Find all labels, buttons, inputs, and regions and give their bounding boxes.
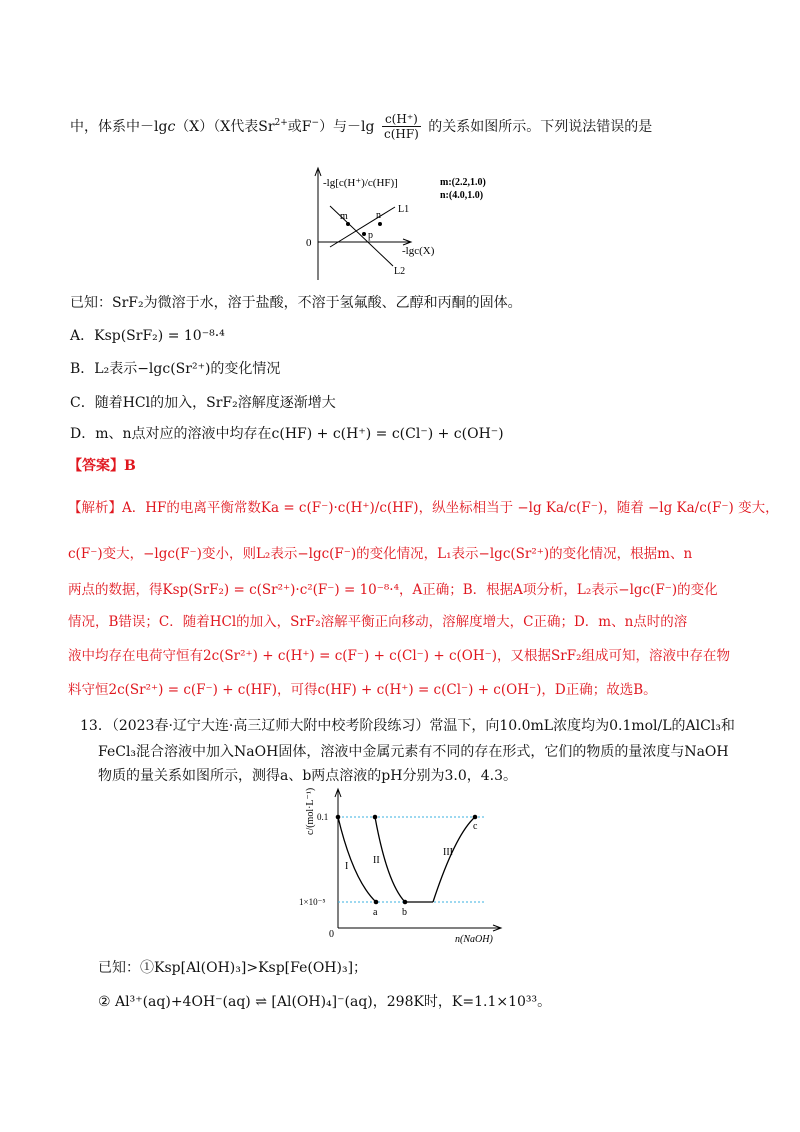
q12-label-L1: L1 — [398, 204, 410, 215]
q12-analysis-1: 【解析】A．HF的电离平衡常数Ka = c(F⁻)·c(H⁺)/c(HF)，纵坐标相当于 −lg Ka/c(F⁻)，随着 −lg Ka/c(F⁻) 变大， — [68, 500, 779, 516]
q12-label-n: n — [376, 210, 381, 221]
q12-label-p: p — [368, 230, 373, 241]
q12-analysis-4: 情况，B错误；C．随着HCl的加入，SrF₂溶解平衡正向移动，溶解度增大，C正确；D．m、n点时的溶 — [68, 614, 688, 630]
q13-point-c — [473, 815, 478, 820]
q13-figure — [295, 785, 515, 950]
q12-option-a: A．Ksp(SrF₂) = 10⁻⁸·⁴ — [70, 328, 225, 344]
q13-curve-I — [338, 817, 376, 902]
q13-stem-1: 13．（2023春·辽宁大连·高三辽师大附中校考阶段练习）常温下，向10.0mL浓度均为0.1mol/L的AlCl₃和 — [80, 718, 735, 734]
q13-stem-2: FeCl₃混合溶液中加入NaOH固体，溶液中金属元素有不同的存在形式，它们的物质的量浓度与NaOH — [98, 744, 729, 760]
q12-label-m: m — [340, 211, 348, 222]
q12-point-m — [346, 222, 350, 226]
q13-ytick-1e-5: 1×10⁻⁵ — [299, 897, 326, 907]
q12-analysis-2: c(F⁻)变大，−lgc(F⁻)变小，则L₂表示−lgc(F⁻)的变化情况，L₁表示−lgc(Sr²⁺)的变化情况，根据m、n — [68, 546, 693, 562]
q12-point-n — [378, 222, 382, 226]
q12-analysis-6: 料守恒2c(Sr²⁺) = c(F⁻) + c(HF)，可得c(HF) + c(H⁺) = c(Cl⁻) + c(OH⁻)，D正确；故选B。 — [68, 682, 657, 698]
q12-option-c: C．随着HCl的加入，SrF₂溶解度逐渐增大 — [70, 395, 336, 411]
q12-answer: 【答案】B — [68, 458, 136, 474]
q12-origin: 0 — [306, 237, 312, 249]
q13-label-b: b — [402, 907, 407, 918]
q12-option-b: B．L₂表示−lgc(Sr²⁺)的变化情况 — [70, 361, 281, 377]
q12-xlabel: -lgc(X) — [402, 245, 435, 257]
q12-known: 已知：SrF₂为微溶于水，溶于盐酸，不溶于氢氟酸、乙醇和丙酮的固体。 — [70, 295, 522, 311]
q13-origin: 0 — [329, 929, 334, 940]
q12-stem: 中，体系中－lgc（X）（X代表$Sr^{2+}$或F−）与－lg $\frac{c(H^+)}{c(HF)}$ 的关系如图所示。下列说法错误的是 — [70, 112, 653, 142]
q12-ylabel: -lg[c(H⁺)/c(HF)] — [323, 177, 398, 189]
q13-stem-3: 物质的量关系如图所示，测得a、b两点溶液的pH分别为3.0，4.3。 — [98, 768, 518, 784]
q12-analysis-3: 两点的数据，得Ksp(SrF₂) = c(Sr²⁺)·c²(F⁻) = 10⁻⁸·⁴，A正确；B．根据A项分析，L₂表示−lgc(F⁻)的变化 — [68, 582, 718, 598]
q12-point-p — [362, 232, 366, 236]
q12-analysis-5: 液中均存在电荷守恒有2c(Sr²⁺) + c(H⁺) = c(F⁻) + c(Cl⁻) + c(OH⁻)，又根据SrF₂组成可知，溶液中存在物 — [68, 648, 730, 664]
q13-ytick-0.1: 0.1 — [317, 812, 329, 822]
q12-annot-m: m:(2.2,1.0) — [440, 177, 486, 188]
q13-known-2: ② Al³⁺(aq)+4OH⁻(aq) ⇌ [Al(OH)₄]⁻(aq)，298K时，K=1.1×10³³。 — [98, 994, 552, 1010]
q13-known-1: 已知：①Ksp[Al(OH)₃]>Ksp[Fe(OH)₃]； — [98, 960, 368, 976]
q12-option-d: D．m、n点对应的溶液中均存在c(HF) + c(H⁺) = c(Cl⁻) + c(OH⁻) — [70, 426, 504, 442]
q13-curve-III — [433, 817, 475, 902]
q13-xlabel: n(NaOH) — [455, 934, 493, 945]
q13-point-a — [374, 900, 379, 905]
q13-point-start-II — [373, 815, 378, 820]
q12-label-L2: L2 — [394, 266, 406, 277]
q13-label-a: a — [373, 907, 378, 918]
q12-annot-n: n:(4.0,1.0) — [440, 190, 484, 201]
q13-label-I: I — [345, 861, 349, 872]
q13-label-III: III — [443, 847, 453, 858]
q13-label-II: II — [373, 855, 380, 866]
q13-point-b — [403, 900, 408, 905]
q13-ylabel: c/(mol·L⁻¹) — [305, 787, 316, 835]
stem-fraction: $\frac{c(H^+)}{c(HF)}$ — [381, 112, 422, 142]
q13-label-c: c — [473, 821, 478, 832]
q13-point-start-I — [336, 815, 341, 820]
q12-figure — [300, 150, 530, 285]
